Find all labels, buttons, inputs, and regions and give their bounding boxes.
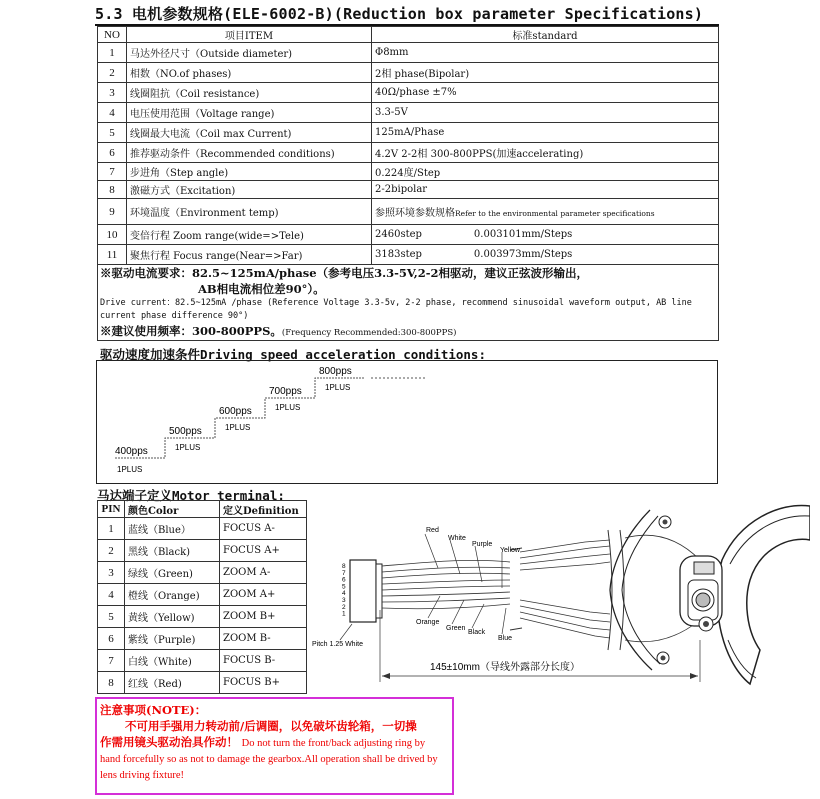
spec-standard	[372, 63, 719, 83]
section-title: 5.3 电机参数规格(ELE-6002-B)(Reduction box parameter Specifications)	[95, 5, 704, 23]
terminal-title: 马达端子定义Motor terminal:	[97, 488, 285, 503]
pin-table	[97, 500, 307, 694]
step-plus: 1PLUS	[225, 423, 251, 432]
connector-pin-number: 1	[342, 610, 346, 618]
pin-definition: FOCUS B+	[220, 672, 307, 694]
note-phase-cn: AB相电流相位差90°）。	[198, 282, 325, 296]
pin-number: 2	[98, 540, 125, 562]
connector-pin-numbers	[342, 563, 346, 618]
pin-definition: FOCUS B-	[220, 650, 307, 672]
connector-pin-number: 6	[342, 576, 346, 584]
spec-row	[98, 163, 719, 181]
spec-standard-value: 参照环境参数规格	[375, 208, 455, 219]
spec-standard	[372, 163, 719, 181]
drive-notes	[97, 262, 719, 341]
spec-standard-value: 125mA/Phase	[375, 127, 445, 138]
spec-row	[98, 225, 719, 245]
wire-label: Green	[446, 625, 466, 632]
wire-label: Yellow	[500, 547, 520, 554]
spec-item: 推荐驱动条件（Recommended conditions)	[127, 143, 372, 163]
wire-label: Orange	[416, 619, 440, 626]
spec-standard-value: 3183step	[375, 249, 422, 260]
pin-color: 黑线（Black)	[125, 540, 220, 562]
spec-row	[98, 43, 719, 63]
spec-no: 7	[98, 163, 127, 181]
wire-label: Black	[468, 629, 486, 636]
step-plus: 1PLUS	[117, 465, 143, 474]
spec-item: 相数（NO.of phases)	[127, 63, 372, 83]
spec-standard-rate: 0.003101mm/Steps	[473, 229, 573, 240]
spec-standard-value: 2460step	[375, 229, 422, 240]
spec-item: 线圈最大电流（Coil max Current)	[127, 123, 372, 143]
pin-color: 绿线（Green)	[125, 562, 220, 584]
pin-number: 7	[98, 650, 125, 672]
spec-row	[98, 123, 719, 143]
spec-standard-rate: 0.003973mm/Steps	[473, 249, 573, 260]
connector-pin-number: 7	[342, 569, 346, 577]
pin-table-header	[98, 501, 307, 518]
notice-body	[100, 735, 448, 783]
header-item: 项目ITEM	[127, 27, 372, 43]
notice-en: Do not turn the front/back adjusting ring by hand forcefully so as not to damage the gearbox.All operation shall be drived by lens driving fixture!	[100, 738, 438, 781]
spec-row	[98, 143, 719, 163]
spec-no: 5	[98, 123, 127, 143]
spec-standard	[372, 225, 719, 245]
spec-standard	[372, 181, 719, 199]
note-current-cn: ※驱动电流要求：82.5~125mA/phase（参考电压3.3-5V,2-2相驱动，建议正弦波形输出，	[100, 266, 589, 280]
spec-item: 变倍行程 Zoom range(wide=>Tele)	[127, 225, 372, 245]
spec-no: 10	[98, 225, 127, 245]
pin-row	[98, 606, 307, 628]
pin-definition: FOCUS A+	[220, 540, 307, 562]
spec-standard-value: 3.3-5V	[375, 107, 408, 118]
pin-color: 红线（Red)	[125, 672, 220, 694]
spec-no: 1	[98, 43, 127, 63]
spec-standard	[372, 143, 719, 163]
spec-row	[98, 103, 719, 123]
pin-number: 3	[98, 562, 125, 584]
accel-title: 驱动速度加速条件Driving speed acceleration conditions:	[100, 347, 486, 362]
spec-item: 电压使用范围（Voltage range)	[127, 103, 372, 123]
step-plus: 1PLUS	[325, 383, 351, 392]
pin-definition: ZOOM A-	[220, 562, 307, 584]
length-label: 145±10mm（导线外露部分长度）	[430, 662, 580, 673]
notice-cn-line1: 不可用手强用力转动前/后调圈，以免破坏齿轮箱，一切操	[125, 719, 417, 733]
spec-item: 聚焦行程 Focus range(Near=>Far)	[127, 245, 372, 265]
notice-heading: 注意事项(NOTE)：	[100, 703, 207, 717]
spec-item: 线圈阻抗（Coil resistance)	[127, 83, 372, 103]
connector-pin-number: 3	[342, 597, 346, 604]
spec-standard-value: 2相 phase(Bipolar)	[375, 69, 470, 80]
note-frequency	[100, 323, 457, 339]
step-speed: 500pps	[169, 426, 202, 437]
wire-label: White	[448, 535, 466, 542]
spec-no: 2	[98, 63, 127, 83]
pin-color: 黄线（Yellow)	[125, 606, 220, 628]
header-standard: 标准standard	[372, 27, 719, 43]
wire-label: Purple	[472, 541, 493, 548]
pin-definition: ZOOM B-	[220, 628, 307, 650]
spec-no: 6	[98, 143, 127, 163]
wire-labels-bottom	[416, 619, 512, 642]
connector-latch	[376, 564, 382, 618]
pin-row	[98, 584, 307, 606]
pin-color: 蓝线（Blue）	[125, 518, 220, 540]
spec-table-header	[98, 27, 719, 43]
accel-diagram	[96, 360, 718, 484]
pin-definition: FOCUS A-	[220, 518, 307, 540]
wire-labels-top	[426, 527, 521, 554]
pin-row	[98, 650, 307, 672]
pin-color: 紫线（Purple)	[125, 628, 220, 650]
pin-row	[98, 628, 307, 650]
pin-row	[98, 518, 307, 540]
wire-label: Blue	[498, 635, 513, 642]
spec-standard	[372, 123, 719, 143]
spec-standard	[372, 43, 719, 63]
pin-row	[98, 562, 307, 584]
pitch-leader	[340, 624, 352, 640]
spec-table	[97, 26, 719, 265]
spec-no: 3	[98, 83, 127, 103]
pitch-label: Pitch 1.25 White	[312, 641, 363, 648]
spec-standard	[372, 199, 719, 225]
pin-number: 6	[98, 628, 125, 650]
note-frequency-cn: ※建议使用频率：300-800PPS。	[100, 324, 282, 338]
notice-box	[95, 697, 454, 795]
spec-standard-note: Refer to the environmental parameter specifications	[455, 209, 655, 218]
connector-pin-number: 4	[342, 590, 346, 598]
spec-row	[98, 83, 719, 103]
step-speed: 700pps	[269, 386, 302, 397]
pin-row	[98, 540, 307, 562]
header-pin: PIN	[98, 501, 125, 518]
pin-row	[98, 672, 307, 694]
spec-row	[98, 199, 719, 225]
pin-number: 1	[98, 518, 125, 540]
spec-item: 环境温度（Environment temp)	[127, 199, 372, 225]
connector-pin-number: 8	[342, 563, 346, 570]
pin-definition: ZOOM A+	[220, 584, 307, 606]
connector-pin-number: 5	[342, 583, 346, 591]
pin-color: 白线（White)	[125, 650, 220, 672]
spec-standard-value: 40Ω/phase ±7%	[375, 87, 457, 98]
pin-number: 5	[98, 606, 125, 628]
note-frequency-en: (Frequency Recommended:300-800PPS)	[281, 328, 457, 338]
header-no: NO	[98, 27, 127, 43]
notice-cn-line2: 作需用镜头驱动治具作动！	[100, 735, 238, 749]
spec-standard-value: Φ8mm	[375, 47, 409, 58]
spec-standard-value: 0.224度/Step	[375, 168, 441, 179]
step-plus: 1PLUS	[275, 403, 301, 412]
step-speed: 400pps	[115, 446, 148, 457]
header-color: 颜色Color	[125, 501, 220, 518]
spec-standard-value: 4.2V 2-2相 300-800PPS(加速accelerating)	[375, 149, 584, 160]
pin-number: 4	[98, 584, 125, 606]
spec-standard	[372, 103, 719, 123]
spec-standard-value: 2-2bipolar	[375, 184, 428, 195]
pin-color: 橙线（Orange)	[125, 584, 220, 606]
step-speed: 600pps	[219, 406, 252, 417]
spec-row	[98, 181, 719, 199]
spec-no: 9	[98, 199, 127, 225]
header-definition: 定义Definition	[220, 501, 307, 518]
connector-pin-number: 2	[342, 603, 346, 611]
step-plus: 1PLUS	[175, 443, 201, 452]
step-speed: 800pps	[319, 366, 352, 377]
spec-no: 4	[98, 103, 127, 123]
motor-body	[610, 505, 810, 684]
spec-item: 激磁方式（Excitation)	[127, 181, 372, 199]
note-current-en: Drive current：82.5~125mA /phase (Reference Voltage 3.3-5v, 2-2 phase, recommend sinusoidal waveform output, AB line current phase difference 90°)	[100, 298, 692, 321]
wire-label: Red	[426, 527, 439, 534]
spec-item: 马达外径尺寸（Outside diameter)	[127, 43, 372, 63]
pin-definition: ZOOM B+	[220, 606, 307, 628]
spec-no: 8	[98, 181, 127, 199]
spec-standard	[372, 83, 719, 103]
accel-staircase	[97, 361, 717, 483]
cable-diagram	[310, 500, 810, 690]
spec-row	[98, 63, 719, 83]
spec-item: 步进角（Step angle)	[127, 163, 372, 181]
connector-housing	[350, 560, 376, 622]
pin-number: 8	[98, 672, 125, 694]
spec-no: 11	[98, 245, 127, 265]
